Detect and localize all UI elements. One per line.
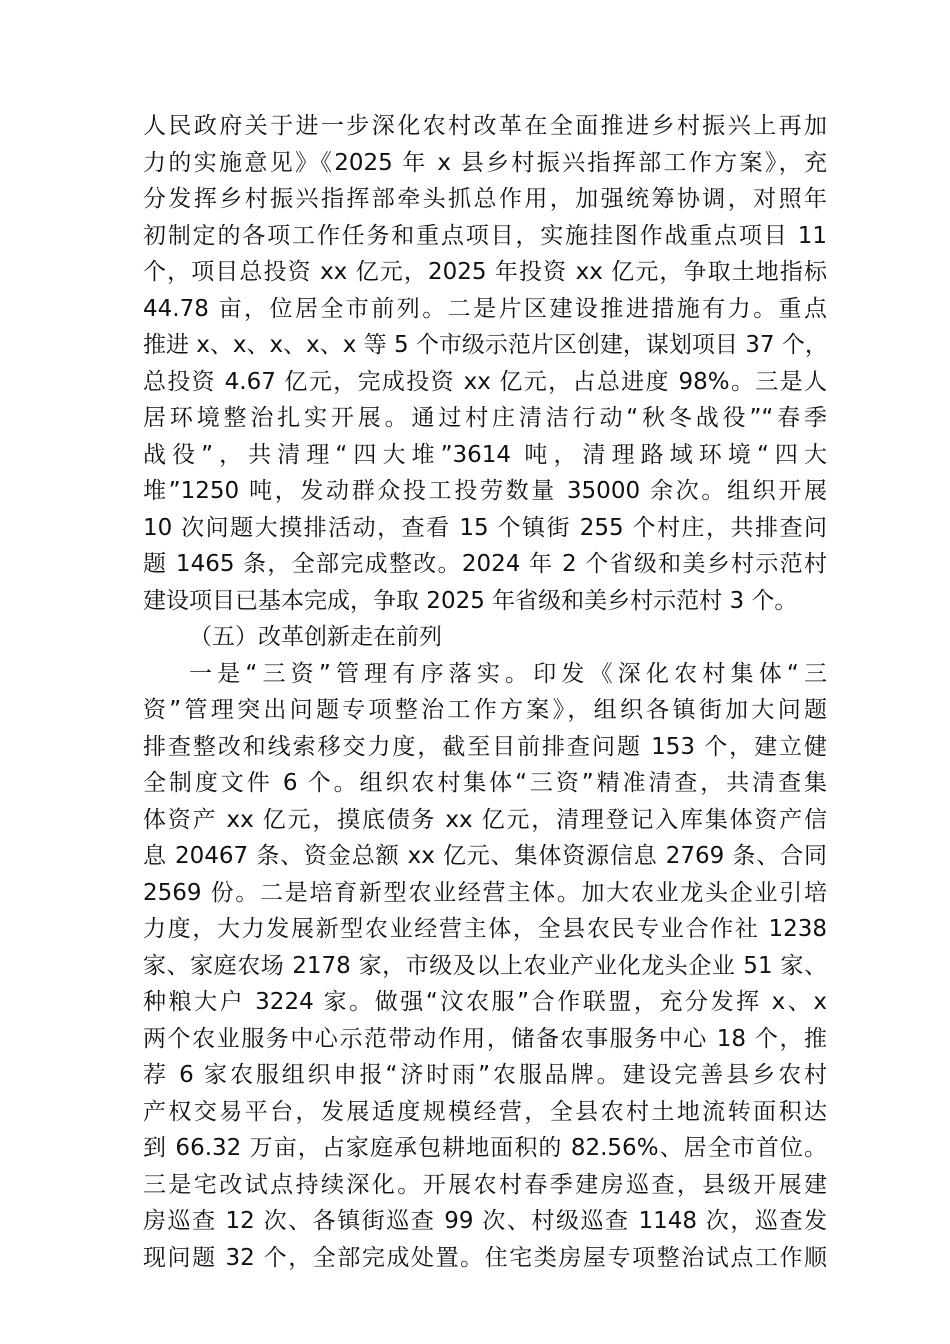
text-line: 两个农业服务中心示范带动作用，储备农事服务中心 18 个，推 bbox=[143, 1025, 827, 1052]
text-line: 初制定的各项工作任务和重点项目，实施挂图作战重点项目 11 bbox=[143, 222, 827, 249]
text-line: 种粮大户 3224 家。做强“汶农服”合作联盟，充分发挥 x、x bbox=[143, 989, 827, 1015]
text-line: 人民政府关于进一步深化农村改革在全面推进乡村振兴上再加 bbox=[143, 113, 827, 139]
text-line: 推进 x、x、x、x、x 等 5 个市级示范片区创建，谋划项目 37 个， bbox=[143, 332, 828, 358]
text-line: 居环境整治扎实开展。通过村庄清洁行动“秋冬战役”“春季 bbox=[143, 405, 827, 431]
text-line: 一是“三资”管理有序落实。印发《深化农村集体“三 bbox=[189, 660, 827, 687]
text-line: 44.78 亩，位居全市前列。二是片区建设推进措施有力。重点 bbox=[143, 295, 827, 322]
text-line: 战役”，共清理“四大堆”3614 吨，清理路域环境“四大 bbox=[143, 441, 827, 468]
text-line: 题 1465 条，全部完成整改。2024 年 2 个省级和美乡村示范村 bbox=[143, 551, 827, 577]
text-line: 家、家庭农场 2178 家，市级及以上农业产业化龙头企业 51 家、 bbox=[143, 952, 827, 979]
text-line: 排查整改和线索移交力度，截至目前排查问题 153 个，建立健 bbox=[143, 733, 827, 760]
text-line: 分发挥乡村振兴指挥部牵头抓总作用，加强统筹协调，对照年 bbox=[143, 186, 827, 212]
text-line: 力度，大力发展新型农业经营主体，全县农民专业合作社 1238 bbox=[143, 916, 827, 942]
text-line: 10 次问题大摸排活动，查看 15 个镇街 255 个村庄，共排查问 bbox=[143, 514, 827, 541]
paragraph-2 bbox=[143, 656, 827, 1277]
text-line: 力的实施意见》《2025 年 x 县乡村振兴指挥部工作方案》，充 bbox=[143, 149, 827, 176]
text-line: 体资产 xx 亿元，摸底债务 xx 亿元，清理登记入库集体资产信 bbox=[143, 806, 827, 833]
text-line: 2569 份。二是培育新型农业经营主体。加大农业龙头企业引培 bbox=[143, 879, 827, 906]
section-heading: （五）改革创新走在前列 bbox=[189, 624, 442, 650]
text-line: 建设项目已基本完成，争取 2025 年省级和美乡村示范村 3 个。 bbox=[143, 587, 798, 614]
text-line: 房巡查 12 次、各镇街巡查 99 次、村级巡查 1148 次，巡查发 bbox=[143, 1208, 827, 1234]
text-line: 总投资 4.67 亿元，完成投资 xx 亿元，占总进度 98%。三是人 bbox=[143, 368, 827, 395]
text-line: 个，项目总投资 xx 亿元，2025 年投资 xx 亿元，争取土地指标 bbox=[143, 259, 827, 285]
text-line: 荐 6 家农服组织申报“济时雨”农服品牌。建设完善县乡农村 bbox=[143, 1062, 827, 1088]
text-line: 三是宅改试点持续深化。开展农村春季建房巡查，县级开展建 bbox=[143, 1171, 827, 1198]
text-line: 资”管理突出问题专项整治工作方案》，组织各镇街加大问题 bbox=[143, 697, 827, 723]
text-line: 产权交易平台，发展适度规模经营，全县农村土地流转面积达 bbox=[143, 1098, 827, 1125]
text-line: 现问题 32 个，全部完成处置。住宅类房屋专项整治试点工作顺 bbox=[143, 1244, 827, 1271]
text-line: 息 20467 条、资金总额 xx 亿元、集体资源信息 2769 条、合同 bbox=[143, 843, 827, 869]
text-line: 堆”1250 吨，发动群众投工投劳数量 35000 余次。组织开展 bbox=[143, 478, 827, 504]
document-page bbox=[143, 108, 827, 1276]
text-line: 全制度文件 6 个。组织农村集体“三资”精准清查，共清查集 bbox=[143, 770, 827, 796]
paragraph-1 bbox=[143, 108, 827, 619]
text-line: 到 66.32 万亩，占家庭承包耕地面积的 82.56%、居全市首位。 bbox=[143, 1135, 827, 1161]
